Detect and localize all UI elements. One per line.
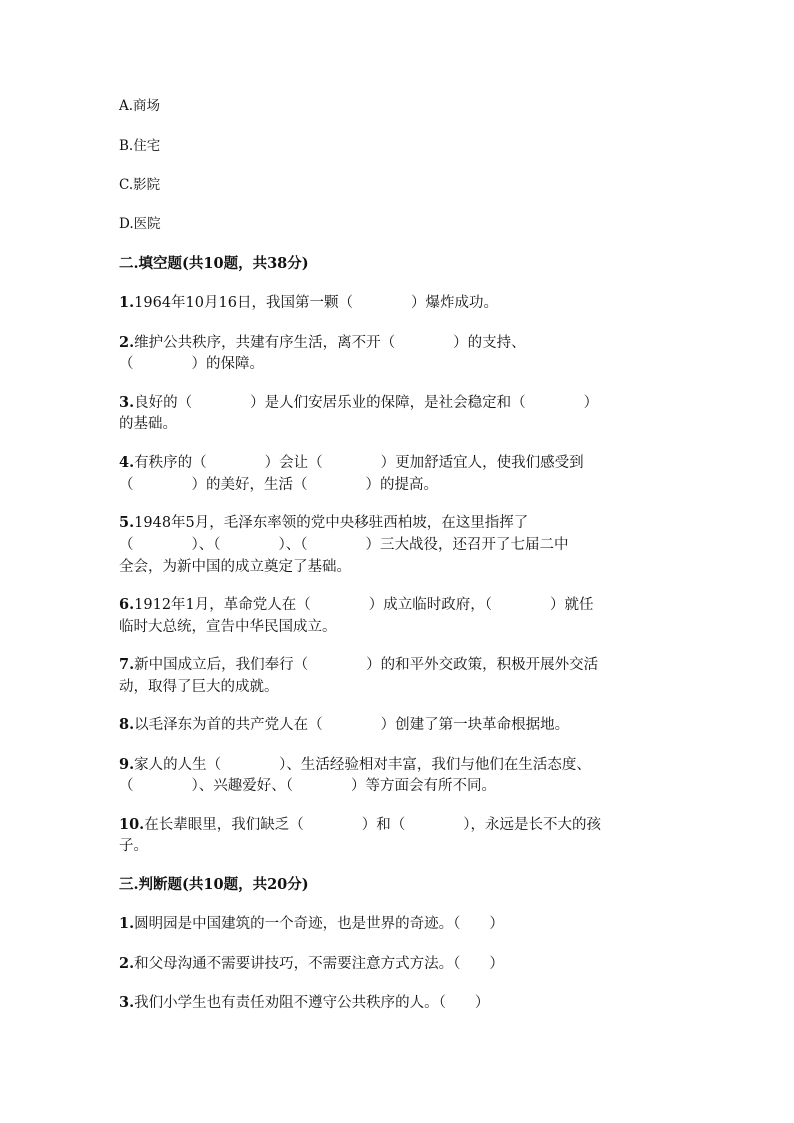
- question-number: 5.: [119, 514, 135, 531]
- question-number: 9.: [119, 756, 135, 773]
- question-text: 1948年5月，毛泽东率领的党中央移驻西柏坡，在这里指挥了: [134, 515, 529, 531]
- option-a: A.商场: [119, 98, 161, 114]
- judge-question-3: [119, 994, 489, 1012]
- question-number: 10.: [119, 816, 145, 833]
- question-text: 我们小学生也有责任劝阻不遵守公共秩序的人。（ ）: [134, 995, 490, 1011]
- question-text-continued: 全会，为新中国的成立奠定了基础。: [119, 559, 351, 575]
- question-text-continued: 动，取得了巨大的成就。: [119, 679, 279, 695]
- fill-question-2: [119, 334, 526, 352]
- question-text: 良好的（ ）是人们安居乐业的保障，是社会稳定和（ ）: [134, 395, 599, 411]
- fill-question-5: [119, 514, 528, 532]
- fill-question-1: [119, 294, 498, 312]
- fill-question-6: [119, 596, 594, 614]
- question-text: 圆明园是中国建筑的一个奇迹，也是世界的奇迹。（ ）: [134, 916, 504, 932]
- judge-question-1: [119, 915, 504, 933]
- fill-question-4: [119, 454, 584, 472]
- question-text: 和父母沟通不需要讲技巧，不需要注意方式方法。（ ）: [134, 956, 504, 972]
- question-text: 维护公共秩序，共建有序生活，离不开（ ）的支持、: [134, 335, 526, 351]
- question-text-continued: （ ）的保障。: [119, 356, 264, 372]
- question-number: 1.: [119, 294, 135, 311]
- question-text: 在长辈眼里，我们缺乏（ ）和（ ），永远是长不大的孩: [144, 817, 601, 833]
- question-number: 6.: [119, 596, 135, 613]
- question-text-continued: （ ）、（ ）、（ ）三大战役，还召开了七届二中: [119, 537, 569, 553]
- question-number: 4.: [119, 454, 135, 471]
- fill-question-10: [119, 816, 601, 834]
- option-d: D.医院: [119, 216, 161, 232]
- option-b: B.住宅: [119, 138, 161, 154]
- question-text: 新中国成立后，我们奉行（ ）的和平外交政策，积极开展外交活: [134, 657, 599, 673]
- question-text-continued: 的基础。: [119, 416, 177, 432]
- question-number: 1.: [119, 915, 135, 932]
- question-number: 3.: [119, 394, 135, 411]
- option-c: C.影院: [119, 177, 161, 193]
- question-number: 3.: [119, 994, 135, 1011]
- question-text-continued: （ ）、兴趣爱好、（ ）等方面会有所不同。: [119, 778, 496, 794]
- fill-question-3: [119, 394, 598, 412]
- fill-question-8: [119, 716, 569, 734]
- question-text-continued: 临时大总统，宣告中华民国成立。: [119, 619, 337, 635]
- judge-question-2: [119, 955, 504, 973]
- question-text: 家人的人生（ ）、生活经验相对丰富，我们与他们在生活态度、: [134, 757, 591, 773]
- question-text-continued: （ ）的美好，生活（ ）的提高。: [119, 477, 438, 493]
- question-number: 8.: [119, 716, 135, 733]
- fill-question-9: [119, 756, 591, 774]
- question-number: 7.: [119, 656, 135, 673]
- question-text: 有秩序的（ ）会让（ ）更加舒适宜人，使我们感受到: [134, 455, 584, 471]
- question-number: 2.: [119, 955, 135, 972]
- section-heading-true-false: 三.判断题(共10题，共20分): [119, 876, 309, 893]
- question-text: 以毛泽东为首的共产党人在（ ）创建了第一块革命根据地。: [134, 717, 570, 733]
- question-number: 2.: [119, 334, 135, 351]
- question-text: 1912年1月，革命党人在（ ）成立临时政府，（ ）就任: [134, 597, 594, 613]
- question-text-continued: 子。: [119, 838, 148, 854]
- question-text: 1964年10月16日，我国第一颗（ ）爆炸成功。: [134, 295, 498, 311]
- section-heading-fill-in: 二.填空题(共10题，共38分): [119, 255, 309, 272]
- fill-question-7: [119, 656, 598, 674]
